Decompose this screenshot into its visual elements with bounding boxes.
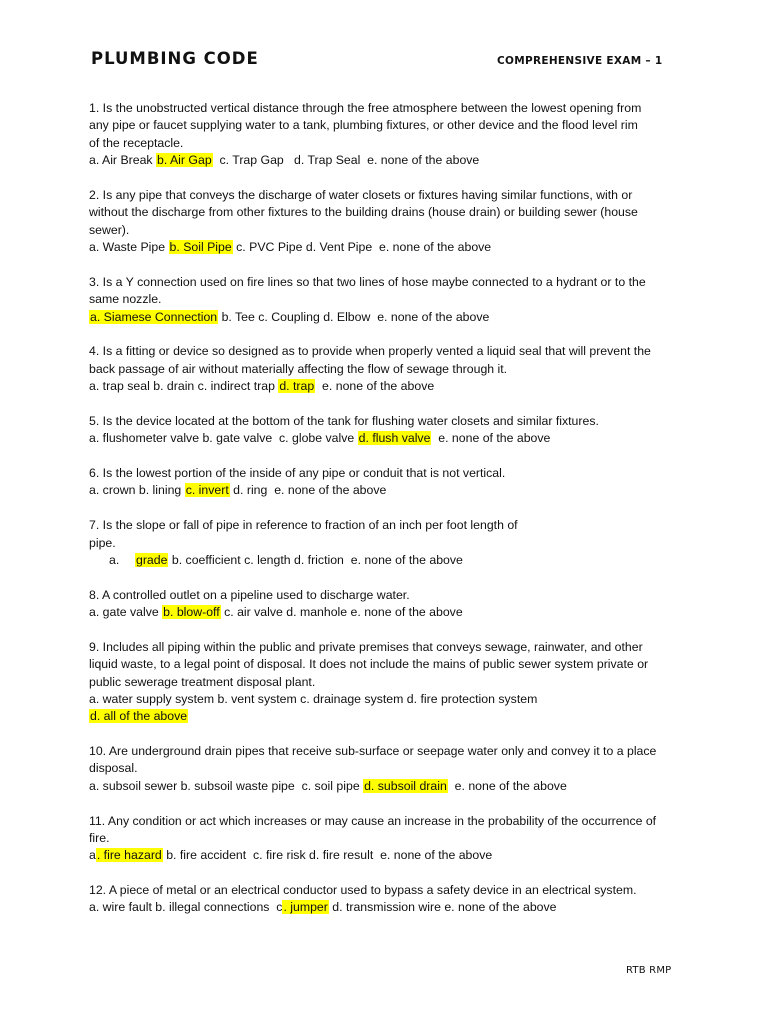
options-after-answer: c. Trap Gap d. Trap Seal e. none of the above	[212, 153, 480, 168]
answer-options	[89, 152, 689, 169]
footer-initials: RTB RMP	[626, 965, 672, 976]
question-stem-line: 5. Is the device located at the bottom of the tank for flushing water closets and similar fixtures.	[89, 413, 599, 428]
options-after-answer: b. fire accident c. fire risk d. fire result e. none of the above	[162, 848, 493, 863]
question-stem-line: same nozzle.	[89, 292, 162, 307]
options-before-answer: a. flushometer valve b. gate valve c. globe valve	[89, 431, 358, 446]
question-stem-line: 2. Is any pipe that conveys the discharge of water closets or fixtures having similar functions, with or	[89, 187, 633, 202]
answer-options	[89, 899, 689, 916]
highlighted-answer: d. all of the above	[90, 709, 188, 724]
question-stem-line: 10. Are underground drain pipes that receive sub-surface or seepage water only and convey it to a place	[89, 744, 657, 759]
options-after-answer: b. Tee c. Coupling d. Elbow e. none of the above	[218, 309, 490, 324]
options-before-answer: a. gate valve	[89, 605, 163, 620]
highlighted-answer: grade	[136, 552, 168, 567]
highlighted-answer: b. Soil Pipe	[169, 240, 232, 255]
highlighted-answer: c. invert	[185, 483, 229, 498]
question-stem-line: back passage of air without materially affecting the flow of sewage through it.	[89, 361, 508, 376]
highlighted-answer: . fire hazard	[96, 848, 162, 863]
question-stem-line: public sewerage treatment disposal plant.	[89, 674, 316, 689]
options-after-answer: c. air valve d. manhole e. none of the above	[220, 605, 463, 620]
options-before-answer: a. wire fault b. illegal connections c	[89, 900, 283, 915]
answer-options	[89, 604, 689, 621]
question-stem-line: 4. Is a fitting or device so designed as to provide when properly vented a liquid seal that will prevent the	[89, 344, 651, 359]
options-after-answer: e. none of the above	[431, 431, 551, 446]
exam-subtitle: COMPREHENSIVE EXAM – 1	[497, 55, 663, 67]
options-before-answer: a. subsoil sewer b. subsoil waste pipe c. soil pipe	[89, 778, 364, 793]
question-stem-line: of the receptacle.	[89, 135, 184, 150]
question-5	[89, 413, 689, 448]
question-10	[89, 743, 689, 795]
highlighted-answer: d. trap	[279, 379, 315, 394]
question-stem-line: 12. A piece of metal or an electrical conductor used to bypass a safety device in an electrical system.	[89, 883, 637, 898]
question-stem-line: 9. Includes all piping within the public and private premises that conveys sewage, rainwater, and other	[89, 639, 643, 654]
answer-options	[89, 552, 689, 569]
question-8	[89, 587, 689, 622]
question-stem-line: liquid waste, to a legal point of disposal. It does not include the mains of public sewer system private or	[89, 657, 649, 672]
question-6	[89, 465, 689, 500]
options-after-answer: d. ring e. none of the above	[229, 483, 387, 498]
question-stem-line: 8. A controlled outlet on a pipeline used to discharge water.	[89, 587, 410, 602]
question-stem-line: pipe.	[89, 535, 116, 550]
answer-options	[89, 309, 689, 326]
question-3	[89, 274, 689, 326]
question-9	[89, 639, 689, 726]
question-stem-line: 11. Any condition or act which increases or may cause an increase in the probability of the occurrence of	[89, 813, 657, 828]
answer-options	[89, 847, 689, 864]
highlighted-answer: d. flush valve	[358, 431, 431, 446]
highlighted-answer: b. blow-off	[163, 605, 220, 620]
highlighted-answer: a. Siamese Connection	[90, 309, 218, 324]
answer-line	[89, 708, 689, 725]
question-stem-line: 7. Is the slope or fall of pipe in reference to fraction of an inch per foot length of	[89, 518, 518, 533]
answer-options	[89, 778, 689, 795]
question-stem-line: any pipe or faucet supplying water to a tank, plumbing fixtures, or other device and the flood level rim	[89, 118, 638, 133]
question-11	[89, 813, 689, 865]
answer-options	[89, 239, 689, 256]
answer-options: a. water supply system b. vent system c. drainage system d. fire protection system	[89, 691, 538, 706]
options-after-answer: e. none of the above	[447, 778, 567, 793]
options-before-answer: a. Waste Pipe	[89, 240, 169, 255]
answer-options	[89, 430, 689, 447]
options-before-answer: a. crown b. lining	[89, 483, 185, 498]
question-7	[89, 517, 689, 569]
highlighted-answer: . jumper	[283, 900, 328, 915]
question-stem-line: 6. Is the lowest portion of the inside of any pipe or conduit that is not vertical.	[89, 465, 506, 480]
highlighted-answer: d. subsoil drain	[364, 778, 447, 793]
options-after-answer: c. PVC Pipe d. Vent Pipe e. none of the above	[232, 240, 492, 255]
options-before-answer: a. trap seal b. drain c. indirect trap	[89, 379, 279, 394]
option-letter: a.	[109, 552, 120, 567]
options-before-answer: a. Air Break	[89, 153, 156, 168]
question-stem-line: disposal.	[89, 761, 138, 776]
question-stem-line: 1. Is the unobstructed vertical distance through the free atmosphere between the lowest opening from	[89, 101, 642, 115]
options-after-answer: e. none of the above	[315, 379, 435, 394]
answer-options	[89, 482, 689, 499]
question-4	[89, 343, 689, 395]
document-title: PLUMBING CODE	[91, 49, 259, 68]
options-after-answer: b. coefficient c. length d. friction e. none of the above	[168, 552, 463, 567]
question-2	[89, 187, 689, 257]
options-before-answer: a	[89, 848, 96, 863]
question-list	[89, 100, 689, 934]
question-12	[89, 882, 689, 917]
question-stem-line: without the discharge from other fixtures to the building drains (house drain) or building sewer (house	[89, 205, 638, 220]
question-stem-line: fire.	[89, 830, 110, 845]
highlighted-answer: b. Air Gap	[156, 153, 212, 168]
question-stem-line: 3. Is a Y connection used on fire lines so that two lines of hose maybe connected to a hydrant or to the	[89, 274, 646, 289]
answer-options	[89, 378, 689, 395]
question-1	[89, 100, 689, 170]
question-stem-line: sewer).	[89, 222, 130, 237]
options-after-answer: d. transmission wire e. none of the above	[328, 900, 557, 915]
